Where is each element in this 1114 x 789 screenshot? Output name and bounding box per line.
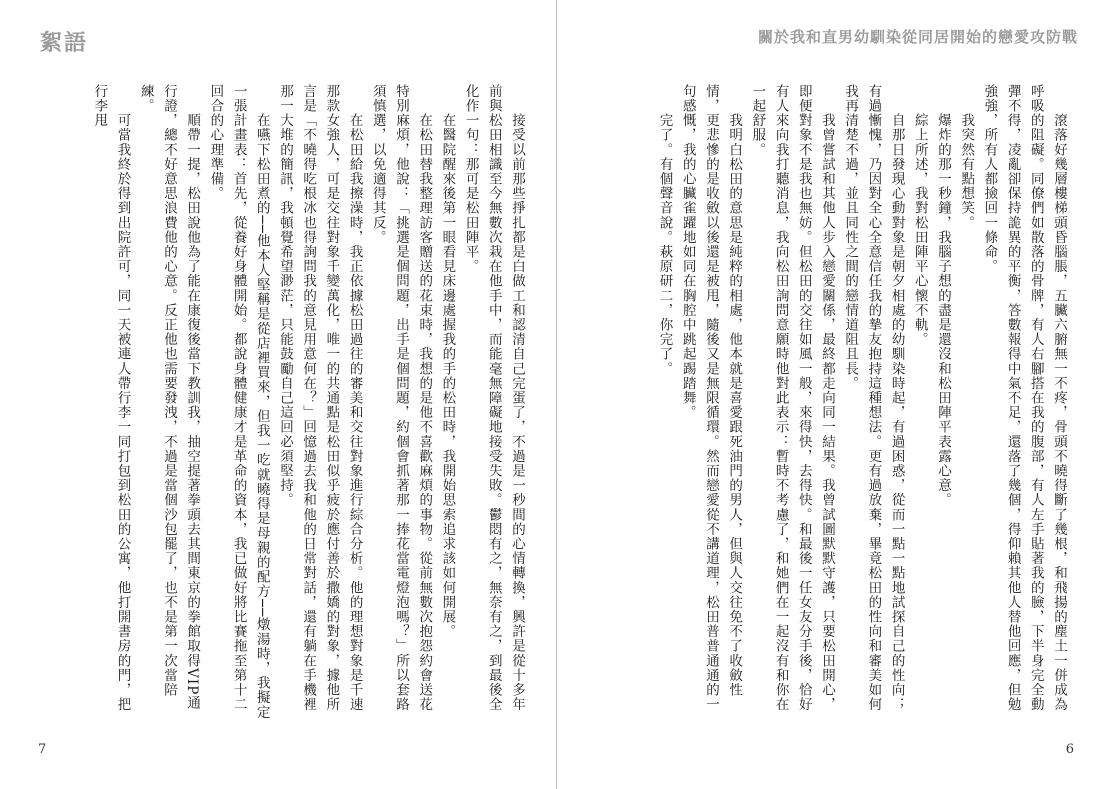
paragraph: 在松田給我擦澡時，我正依據松田過往的審美和交往對象進行綜合分析。他的理想對象是千速那款女強人，可是交往對象千變萬化，唯一的共通點是松田似乎疲於應付善於撒嬌的對象，據他所言是「不曉得吃根冰也得詢問我的意見用意何在？」回憶過去我和他的日常對話，還有躺在手機裡那一大堆的簡訊，我頓覺希望渺茫，只能鼓勵自己這回必須堅持。 bbox=[276, 84, 363, 712]
paragraph: 我曾嘗試和其他人步入戀愛關係，最終都走向同一結果。我曾試圖默默守護，只要松田開心，即便對象不是我也無妨。但松田的交往如風一般，來得快，去得快。和最後一任女友分手後，恰好有人來向我打聽消息，我向松田詢問意願時他對此表示：暫時不考慮了，和她們在一起沒有和你在一起舒服。 bbox=[749, 84, 835, 712]
paragraph: 我明白松田的意思是純粹的相處，他本就是喜愛跟死油門的男人，但與人交往免不了收斂性情，更悲慘的是收斂以後還是被甩，隨後又是無限循環。然而戀愛從不講道理，松田普普通通的一句感慨，我的心臟雀躍地如同在胸腔中跳起踢踏舞。 bbox=[679, 84, 743, 712]
right-page-body bbox=[586, 84, 1070, 724]
book-title-header: 絮語 bbox=[40, 31, 89, 56]
paragraph: 綜上所述，我對松田陣平心懷不軌。 bbox=[911, 84, 928, 347]
paragraph: 可當我終於得到出院許可，同一天被連人帶行李一同打包到松田的公寓，他打開書房的門，把行李甩 bbox=[91, 84, 131, 712]
paragraph: 完了。有個聲音說。萩原研二，你完了。 bbox=[656, 84, 673, 376]
paragraph: 在嚥下松田煮的──他本人堅稱是從店裡買來，但我一吃就曉得是母親的配方──燉湯時，我擬定一張計畫表：首先，從養好身體開始。都說身體健康才是革命的資本，我已做好將比賽拖至第十二回合的心理準備。 bbox=[207, 84, 270, 720]
paragraph: 順帶一提，松田說他為了能在康復後當下教訓我，抽空提著拳頭去其間東京的拳館取得VIP通行證，總不好意思浪費他的心意。反正他也需要發洩，不過是當個沙包罷了，也不是第一次當陪練。 bbox=[137, 84, 201, 711]
paragraph: 接受以前那些掙扎都是白做工和認清自己完蛋了，不過是一秒間的心情轉換，興許是從十多年前與松田相識至今無數次栽在他手中，而能毫無障礙地接受失敗。鬱悶有之，無奈有之，到最後全化作一句：那可是松田陣平。 bbox=[462, 84, 525, 712]
left-page-body bbox=[56, 84, 528, 724]
paragraph: 爆炸的那一秒鐘，我腦子想的盡是還沒和松田陣平表露心意。 bbox=[934, 84, 951, 508]
paragraph: 滾落好幾層樓梯頭昏腦脹，五臟六腑無一不疼，骨頭不曉得斷了幾根，和飛揚的塵土一併成為呼吸的阻礙。同僚們如散落的骨牌，有人右腳搭在我的腹部，有人左手貼著我的臉，下半身完全動彈不得，凌亂卻保持詭異的平衡，答數報得中氣不足，還落了幾個，得仰賴其他人替他回應，但勉強強，所有人都撿回一條命。 bbox=[981, 84, 1067, 712]
chapter-title-header: 關於我和直男幼馴染從同居開始的戀愛攻防戰 bbox=[757, 28, 1078, 46]
page-number: 7 bbox=[38, 742, 47, 757]
paragraph: 我突然有點想笑。 bbox=[958, 84, 975, 230]
paragraph: 在醫院醒來後第一眼看見床邊處握我的手的松田時，我開始思索追求該如何開展。 bbox=[439, 84, 456, 639]
page-number: 6 bbox=[1065, 742, 1074, 757]
paragraph: 在松田替我整理訪客贈送的花束時，我想的是他不喜歡麻煩的事物。從前無數次抱怨約會送花特別麻煩，他說：「挑選是個問題，出手是個問題，約個會抓著那一捧花當電燈泡嗎？」所以套路須慎選，以免適得其反。 bbox=[369, 84, 433, 712]
paragraph: 自那日發現心動對象是朝夕相處的幼馴染時起，有過困惑，從而一點一點地試探自己的性向；有過慚愧，乃因對全心全意信任我的摯友抱持這種想法。更有過放棄，畢竟松田的性向和審美如何我再清楚不過，並且同性之間的戀情道阻且長。 bbox=[842, 84, 905, 712]
